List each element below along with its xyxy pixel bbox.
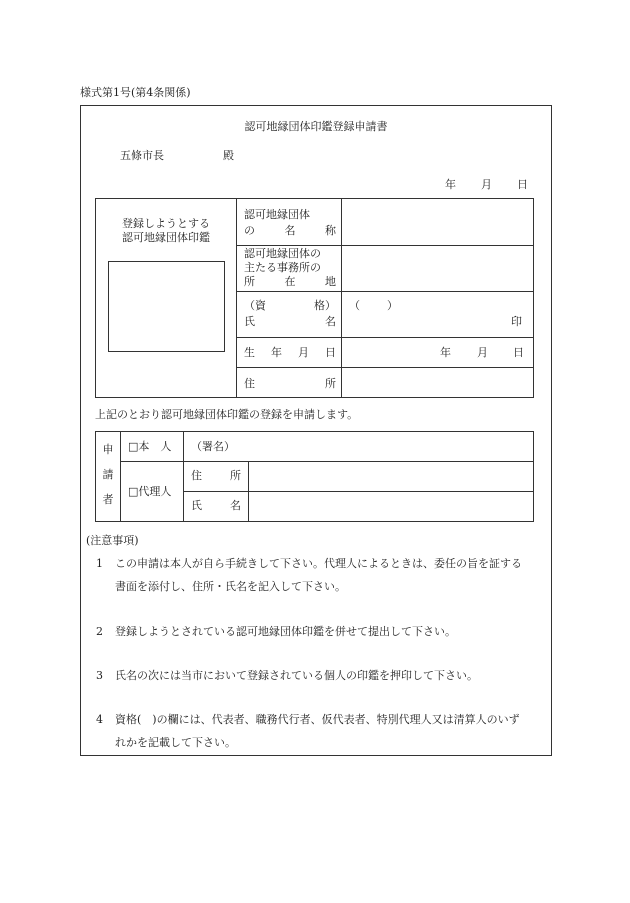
representative-address-label: 住 所: [244, 377, 336, 390]
qualification-field[interactable]: [356, 294, 384, 312]
representative-name-field[interactable]: [342, 312, 502, 336]
representative-name-label: 氏 名: [244, 315, 336, 328]
agent-address-label: 住 所: [191, 469, 241, 482]
note-line: れかを記載して下さい。: [115, 736, 236, 749]
office-label-2: 主たる事務所の: [244, 261, 321, 274]
group-name-label-2: の 名 称: [244, 224, 336, 237]
applicant-label-2: 請: [102, 468, 114, 481]
note-line: 氏名の次には当市において登録されている個人の印鑑を押印して下さい。: [115, 669, 478, 682]
signature-label: （署名）: [191, 440, 235, 453]
notes-heading: (注意事項): [86, 534, 139, 547]
birthdate-year-label: 年: [440, 346, 451, 359]
addressee-honorific: 殿: [223, 149, 234, 162]
agent-checkbox[interactable]: □代理人: [128, 485, 172, 498]
note-line: 資格( )の欄には、代表者、職務代行者、仮代表者、特別代理人又は清算人のいず: [115, 713, 520, 726]
agent-address-field[interactable]: [249, 462, 533, 490]
note-number: 3: [96, 669, 103, 682]
signature-field[interactable]: [250, 433, 532, 460]
qualification-label: （資 格）: [244, 299, 336, 312]
note-number: 1: [96, 557, 103, 570]
seal-imprint-box[interactable]: [108, 261, 225, 352]
form-number: 様式第1号(第4条関係): [80, 86, 191, 99]
application-statement: 上記のとおり認可地縁団体印鑑の登録を申請します。: [95, 408, 359, 421]
office-address-field[interactable]: [342, 246, 533, 291]
applicant-label-1: 申: [102, 443, 114, 456]
note-line: 登録しようとされている認可地縁団体印鑑を併せて提出して下さい。: [115, 625, 456, 638]
birthdate-day-label: 日: [513, 346, 524, 359]
group-name-field[interactable]: [342, 199, 533, 245]
seal-mark: 印: [511, 315, 522, 328]
note-number: 4: [96, 713, 103, 726]
note-number: 2: [96, 625, 103, 638]
birthdate-field[interactable]: [342, 338, 437, 367]
date-day-label: 日: [517, 178, 528, 191]
self-checkbox[interactable]: □本 人: [128, 440, 172, 453]
office-label-1: 認可地縁団体の: [244, 247, 321, 260]
form-title: 認可地縁団体印鑑登録申請書: [244, 120, 388, 133]
date-year-label: 年: [445, 178, 456, 191]
group-name-label-1: 認可地縁団体: [244, 208, 310, 221]
applicant-label-3: 者: [102, 493, 114, 506]
date-month-label: 月: [481, 178, 492, 191]
note-line: 書面を添付し、住所・氏名を記入して下さい。: [115, 580, 346, 593]
birthdate-month-label: 月: [477, 346, 488, 359]
addressee-mayor: 五條市長: [120, 149, 164, 162]
qualification-paren-close: ）: [387, 299, 398, 312]
representative-address-field[interactable]: [342, 368, 533, 397]
agent-name-field[interactable]: [249, 492, 533, 521]
qualification-paren-open: （: [349, 299, 360, 312]
birthdate-label: 生 年 月 日: [244, 346, 336, 359]
seal-box-label-1: 登録しようとする: [122, 217, 210, 230]
office-label-3: 所 在 地: [244, 275, 336, 288]
agent-name-label: 氏 名: [191, 499, 241, 512]
seal-box-label-2: 認可地縁団体印鑑: [122, 231, 210, 244]
note-line: この申請は本人が自ら手続きして下さい。代理人によるときは、委任の旨を証する: [115, 557, 522, 570]
